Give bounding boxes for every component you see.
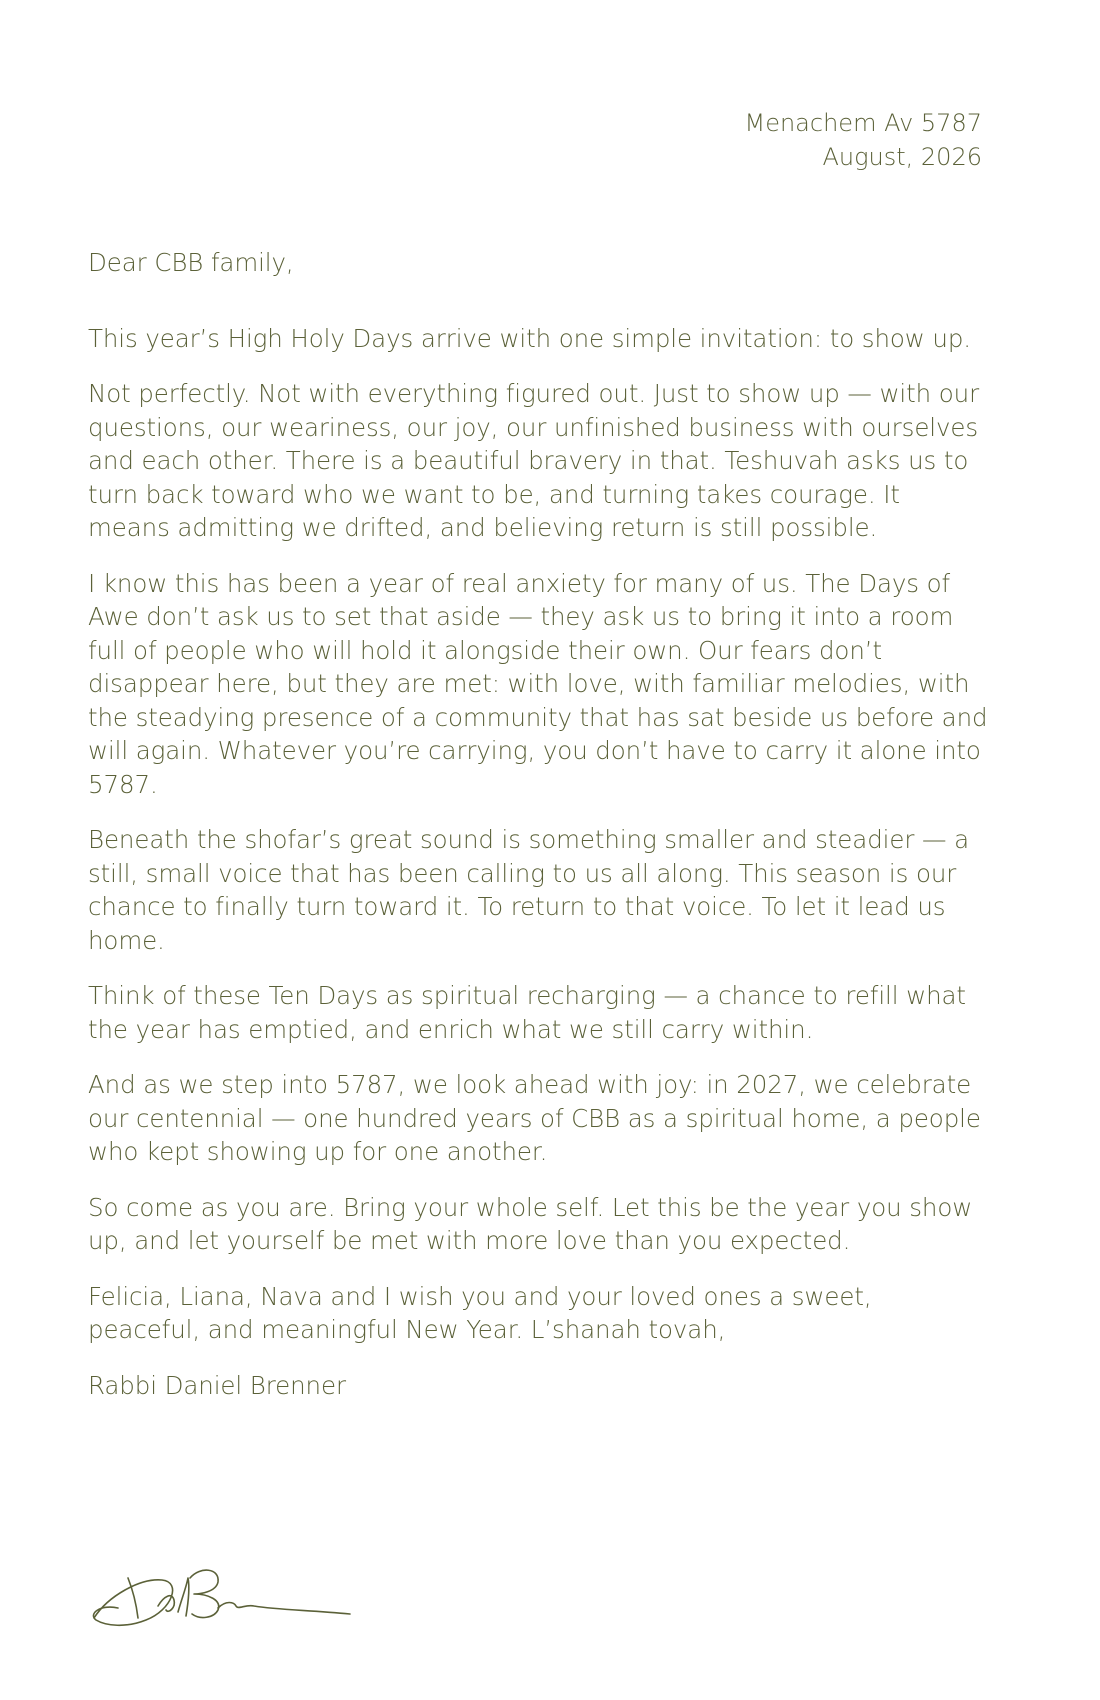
civil-date: August, 2026: [822, 143, 982, 171]
paragraph-come-as-you-are: So come as you are. Bring your whole self. Let this be the year you show up, and let yourself be met with more love than you expected.: [88, 1192, 973, 1255]
signature-icon: [88, 1548, 358, 1638]
hebrew-date: Menachem Av 5787: [744, 109, 982, 137]
paragraph-ten-days: Think of these Ten Days as spiritual recharging — a chance to refill what the year has emptied, and enrich what we still carry within.: [88, 981, 966, 1044]
dateline: [745, 106, 983, 174]
paragraph-teshuvah: Not perfectly. Not with everything figured out. Just to show up — with our questions, our weariness, our joy, our unfinished business with ourselves and each other. There is a beautiful bravery in that. Teshuvah asks us to turn back toward who we want to be, and turning takes courage. It means admitting we drifted, and believing return is still possible.: [88, 379, 980, 542]
paragraph-invitation: This year’s High Holy Days arrive with one simple invitation: to show up.: [88, 323, 971, 353]
paragraph-anxiety: I know this has been a year of real anxiety for many of us. The Days of Awe don’t ask us to set that aside — they ask us to bring it into a room full of people who will hold it alongside their own. Our fears don’t disappear here, but they are met: with love, with familiar melodies, with the steadying presence of a community that has sat beside us before and will again. Whatever you’re carrying, you don’t have to carry it alone into 5787.: [88, 568, 988, 799]
closing-wishes: Felicia, Liana, Nava and I wish you and your loved ones a sweet, peaceful, and meaningful New Year. L’shanah tovah,: [88, 1281, 872, 1344]
signer-name: Rabbi Daniel Brenner: [88, 1370, 346, 1400]
paragraph-centennial: And as we step into 5787, we look ahead with joy: in 2027, we celebrate our centennial — one hundred years of CBB as a spiritual home, a people who kept showing up for one another.: [88, 1070, 981, 1166]
letter-body: [88, 246, 988, 1402]
salutation: Dear CBB family,: [88, 248, 294, 277]
paragraph-shofar: Beneath the shofar’s great sound is something smaller and steadier — a still, small voice that has been calling to us all along. This season is our chance to finally turn toward it. To return to that voice. To let it lead us home.: [88, 825, 969, 955]
